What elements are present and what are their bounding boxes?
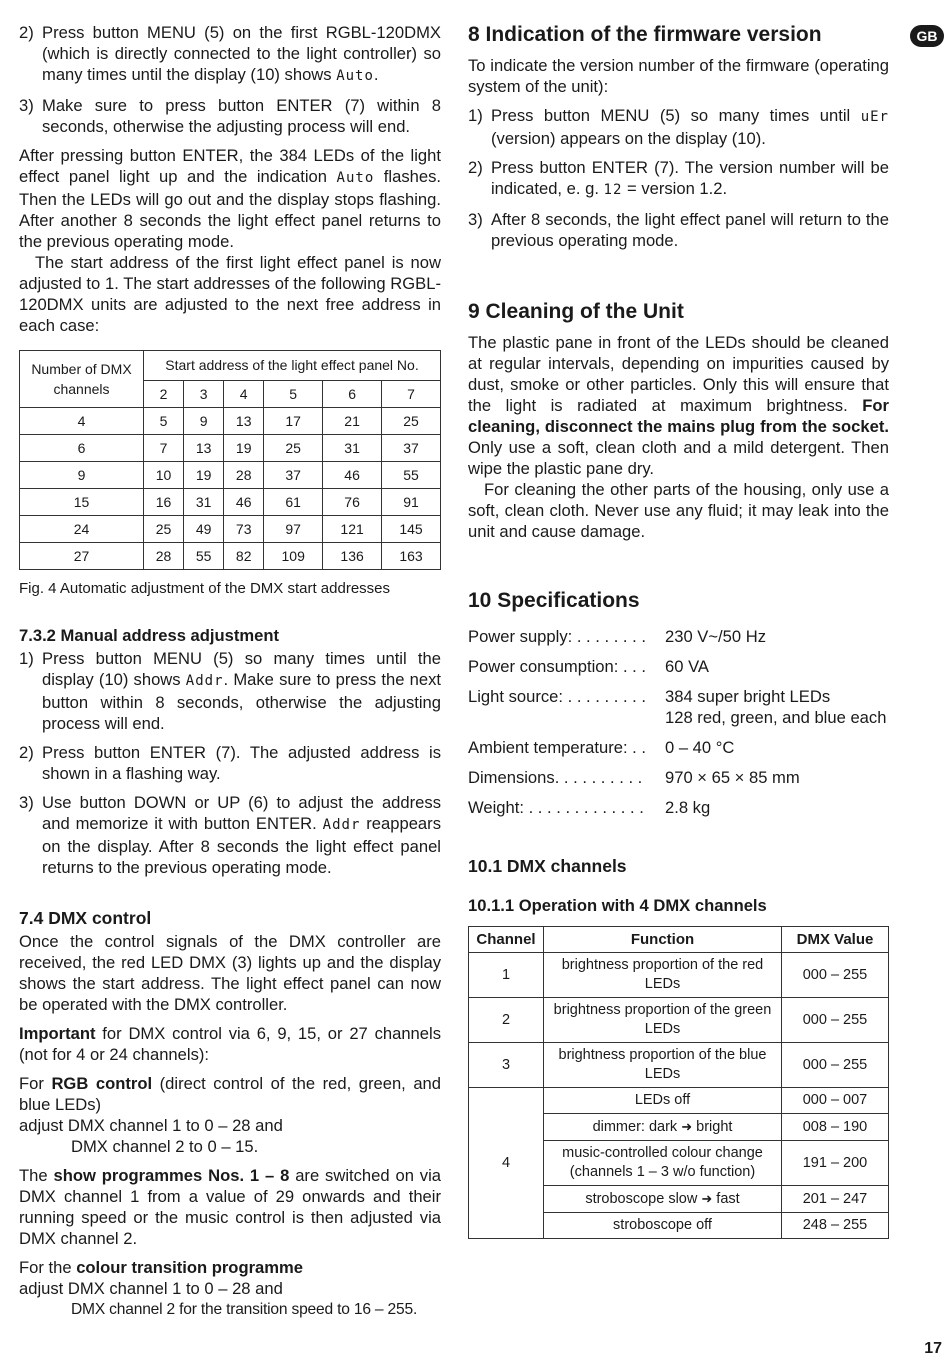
section-heading-10-1-1: 10.1.1 Operation with 4 DMX channels [468,896,767,915]
section-heading-10: 10 Specifications [468,589,640,612]
text-line: adjust DMX channel 1 to 0 – 28 and [19,1279,283,1298]
paragraph: For cleaning the other parts of the housing, only use a soft, clean cloth. Never use any fluid; it may leak into the unit and cause damage. [468,480,889,541]
spec-row: Power supply: . . . . . . . . 230 V~/50 Hz [468,627,767,646]
lcd-display-text: Addr [185,673,224,689]
list-item: 2) Press button ENTER (7). The adjusted address is shown in a flashing way. [19,743,441,783]
text-line: DMX channel 2 to 0 – 15. [71,1137,259,1156]
table-row: 15 16 31 46 61 76 91 [20,489,441,516]
text-line: adjust DMX channel 1 to 0 – 28 and [19,1116,283,1135]
start-address-table: Number of DMX channels Start address of the light effect panel No. 2 3 4 5 6 7 4 5 9 13 17 21 25 6 7 13 19 25 31 37 9 10 19 28 37 46 55 15 16 31 46 61 76 91 24 25 49 73 97 121 145 27 28 55 82 109 136 163 [19,350,441,570]
lcd-display-text: uEr [860,109,889,125]
text-line: DMX channel 2 for the transition speed to 16 – 255. [71,1301,418,1318]
table-row: dimmer: dark ➜ bright 008 – 190 [469,1114,889,1141]
section-heading-7-4: 7.4 DMX control [19,908,152,928]
arrow-right-icon: ➜ [681,1119,693,1134]
table-row-header: Number of DMX channels [20,351,144,408]
paragraph: Important for DMX control via 6, 9, 15, or 27 channels (not for 4 or 24 channels): [19,1024,441,1064]
list-item: 1) Press button MENU (5) so many times until uEr (version) appears on the display (10). [468,106,889,148]
figure-caption: Fig. 4 Automatic adjustment of the DMX start addresses [19,580,391,597]
table-row: 4 LEDs off 000 – 007 [469,1088,889,1114]
spec-row: Power consumption: . . . 60 VA [468,657,709,676]
arrow-right-icon: ➜ [701,1191,713,1206]
lcd-display-text: Addr [322,817,361,833]
table-row: stroboscope off 248 – 255 [469,1213,889,1239]
section-heading-7-3-2: 7.3.2 Manual address adjustment [19,626,280,645]
lcd-display-text: Auto [336,68,374,84]
table-row: music-controlled colour change (channels 1 – 3 w/o function) 191 – 200 [469,1141,889,1186]
page-number: 17 [924,1340,942,1357]
list-item: 3) Make sure to press button ENTER (7) within 8 seconds, otherwise the adjusting process will end. [19,96,441,136]
table-row: 4 5 9 13 17 21 25 [20,408,441,435]
paragraph: Once the control signals of the DMX controller are received, the red LED DMX (3) lights up and the display shows the start address. The light effect panel can now be operated with the DMX controller. [19,932,441,1014]
paragraph: To indicate the version number of the firmware (operating system of the unit): [468,56,889,96]
section-heading-10-1: 10.1 DMX channels [468,856,627,876]
lcd-display-text: 12 [603,182,623,198]
table-row: 3 brightness proportion of the blue LEDs 000 – 255 [469,1043,889,1088]
paragraph: After pressing button ENTER, the 384 LEDs of the light effect panel light up and the indication Auto flashes. Then the LEDs will go out and the display stops flashing. After another 8 seconds the light effect panel returns to the previous operating mode. [19,146,441,251]
spec-row: Dimensions. . . . . . . . . . 970 × 65 × 85 mm [468,768,800,787]
spec-row: Light source: . . . . . . . . . 384 super bright LEDs 128 red, green, and blue each [468,687,887,727]
text-line: For the colour transition programme [19,1258,303,1277]
paragraph: The start address of the first light effect panel is now adjusted to 1. The start addresses of the following RGBL-120DMX units are adjusted to the next free address in each case: [19,253,441,335]
dmx-channels-table: Channel Function DMX Value 1 brightness proportion of the red LEDs 000 – 255 2 brightness proportion of the green LEDs 000 – 255 3 brightness proportion of the blue LEDs 000 – 255 4 LEDs off 000 – 007 dimmer: dark ➜ bright 008 – 190 music-controlled colour change (channels 1 – 3 w/o function) 191 – 200 stroboscope slow ➜ fast 201 – 247 stroboscope off 248 – 255 [468,926,889,1239]
section-heading-9: 9 Cleaning of the Unit [468,300,684,323]
table-col-header: Start address of the light effect panel No. [144,351,441,381]
lcd-display-text: Auto [336,170,375,186]
list-item: 2) Press button MENU (5) on the first RGBL-120DMX (which is directly connected to the light controller) so many times until the display (10) shows Auto. [19,23,441,84]
table-row: 1 brightness proportion of the red LEDs 000 – 255 [469,953,889,998]
table-row: stroboscope slow ➜ fast 201 – 247 [469,1186,889,1213]
paragraph: The show programmes Nos. 1 – 8 are switched on via DMX channel 1 from a value of 29 onwards and their running speed or the music control is then adjusted via DMX channel 2. [19,1166,441,1248]
table-row: 2 brightness proportion of the green LEDs 000 – 255 [469,998,889,1043]
table-row: 9 10 19 28 37 46 55 [20,462,441,489]
list-item: 3) After 8 seconds, the light effect panel will return to the previous operating mode. [468,210,889,250]
section-heading-8: 8 Indication of the firmware version [468,23,822,46]
table-row: 27 28 55 82 109 136 163 [20,543,441,570]
left-column [19,22,441,1320]
spec-row: Ambient temperature: . . 0 – 40 °C [468,738,735,757]
right-column [468,22,889,1239]
table-row: 24 25 49 73 97 121 145 [20,516,441,543]
paragraph: For RGB control (direct control of the red, green, and blue LEDs) [19,1074,442,1114]
spec-row: Weight: . . . . . . . . . . . . . 2.8 kg [468,798,711,817]
list-item: 1) Press button MENU (5) so many times until the display (10) shows Addr. Make sure to press the next button within 8 seconds, otherwise the adjusting process will end. [19,649,442,733]
paragraph: The plastic pane in front of the LEDs should be cleaned at regular intervals, depending on impurities caused by dust, smoke or other particles. Only this will ensure that the light is radiated at maximum brightness. For cleaning, disconnect the mains plug from the socket. Only use a soft, clean cloth and a mild detergent. Then wipe the plastic pane dry. [468,333,889,478]
table-row: 6 7 13 19 25 31 37 [20,435,441,462]
list-item: 3) Use button DOWN or UP (6) to adjust the address and memorize it with button ENTER. Addr reappears on the display. After 8 seconds the light effect panel returns to the previous operating mode. [19,793,441,877]
language-badge: GB [910,25,944,47]
list-item: 2) Press button ENTER (7). The version number will be indicated, e. g. 12 = version 1.2. [468,158,889,198]
